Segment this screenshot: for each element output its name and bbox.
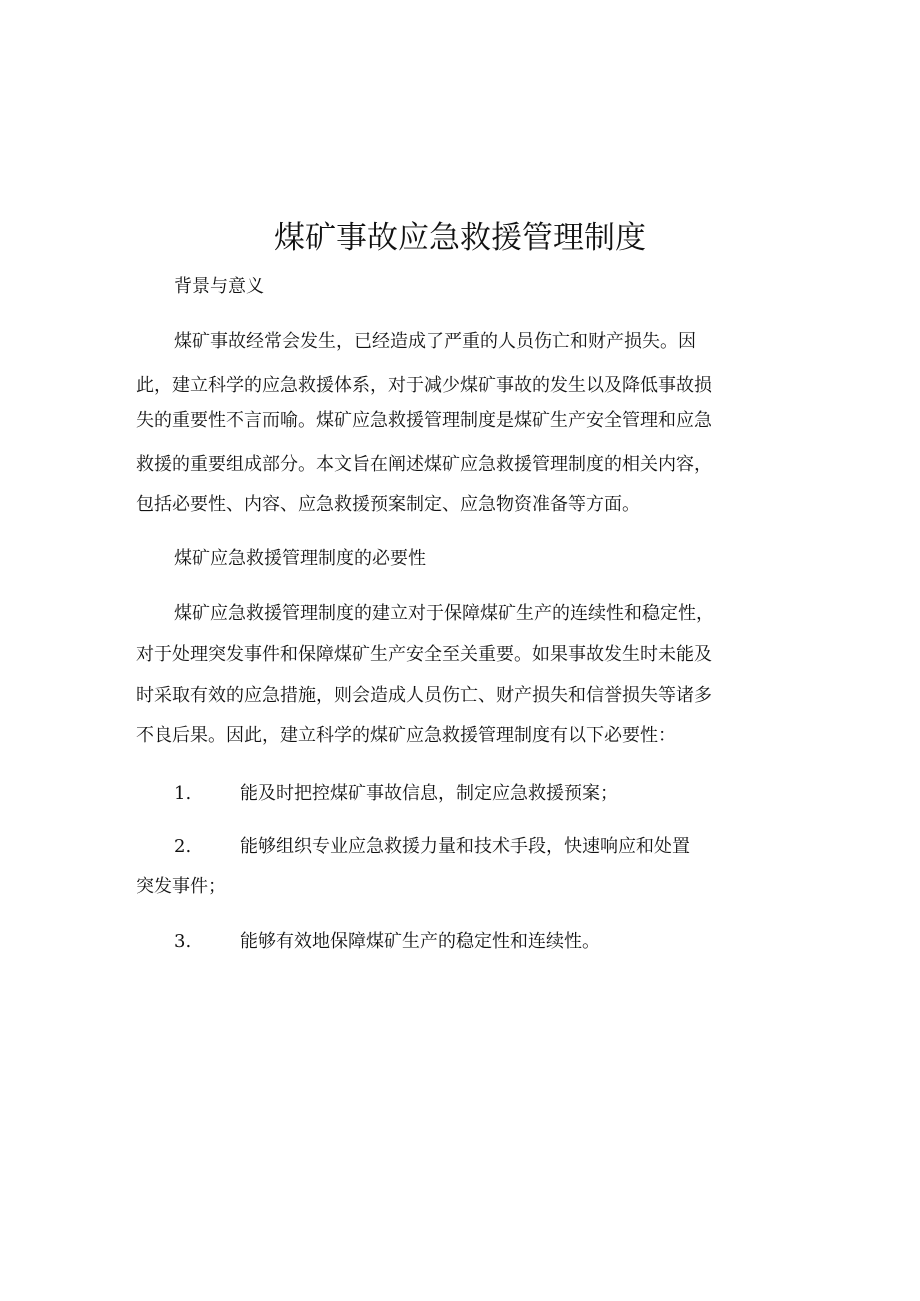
- list-item-text: 能及时把控煤矿事故信息，制定应急救援预案；: [240, 783, 618, 804]
- section-heading-background: 背景与意义: [174, 276, 264, 297]
- list-item-number: 1.: [174, 783, 192, 804]
- list-item-text-continued: 突发事件；: [136, 876, 226, 897]
- paragraph-line: 煤矿事故经常会发生，已经造成了严重的人员伤亡和财产损失。因: [174, 331, 696, 352]
- paragraph-line: 时采取有效的应急措施，则会造成人员伤亡、财产损失和信誉损失等诸多: [136, 685, 712, 706]
- list-item-number: 2.: [174, 836, 192, 857]
- list-item-number: 3.: [174, 931, 192, 952]
- paragraph-line: 煤矿应急救援管理制度的建立对于保障煤矿生产的连续性和稳定性，: [174, 603, 714, 624]
- list-item-text: 能够组织专业应急救援力量和技术手段，快速响应和处置: [240, 836, 690, 857]
- paragraph-line: 此，建立科学的应急救援体系，对于减少煤矿事故的发生以及降低事故损: [136, 375, 712, 396]
- paragraph-line: 包括必要性、内容、应急救援预案制定、应急物资准备等方面。: [136, 494, 640, 515]
- paragraph-line: 救援的重要组成部分。本文旨在阐述煤矿应急救援管理制度的相关内容，: [136, 454, 712, 475]
- paragraph-line: 对于处理突发事件和保障煤矿生产安全至关重要。如果事故发生时未能及: [136, 644, 712, 665]
- paragraph-line: 不良后果。因此，建立科学的煤矿应急救援管理制度有以下必要性：: [136, 725, 676, 746]
- paragraph-line: 失的重要性不言而喻。煤矿应急救援管理制度是煤矿生产安全管理和应急: [136, 410, 712, 431]
- section-heading-necessity: 煤矿应急救援管理制度的必要性: [174, 548, 426, 569]
- document-title: 煤矿事故应急救援管理制度: [274, 220, 646, 256]
- list-item-text: 能够有效地保障煤矿生产的稳定性和连续性。: [240, 931, 600, 952]
